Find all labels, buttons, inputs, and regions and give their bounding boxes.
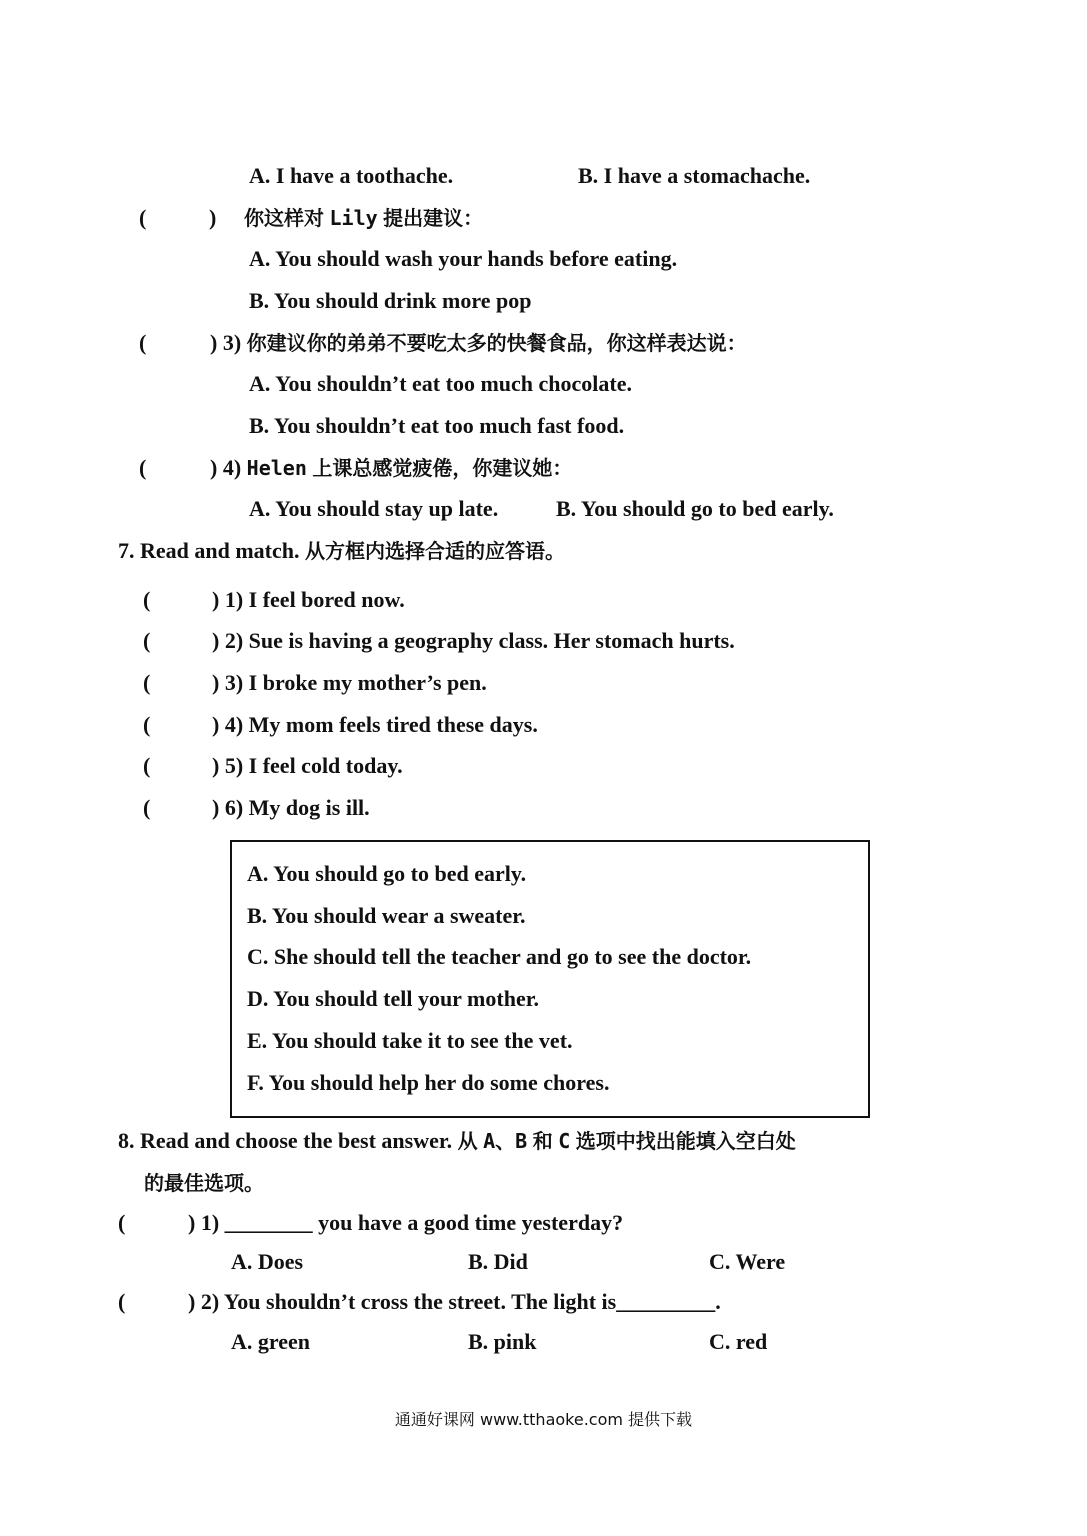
q6-item2-option-a: A. You should wash your hands before eating. <box>249 246 678 271</box>
q7-item-paren: ( <box>143 587 151 612</box>
q7-item: ) 5) I feel cold today. <box>212 753 403 778</box>
q6-item2-option-b: B. You should drink more pop <box>249 288 532 313</box>
q8-heading-cn1: 从 <box>457 1129 478 1153</box>
q6-item4-prompt: 上课总感觉疲倦，你建议她： <box>312 456 573 480</box>
q7-item: ) 3) I broke my mother’s pen. <box>212 670 487 695</box>
answer-box-option: B. You should wear a sweater. <box>247 903 526 928</box>
q7-item-paren: ( <box>143 753 151 778</box>
q8-item-option-b: B. Did <box>468 1249 528 1274</box>
answer-box-option: C. She should tell the teacher and go to see the doctor. <box>247 944 752 969</box>
q8-item-paren: ( <box>118 1210 126 1235</box>
q6-item1-option-a: A. I have a toothache. <box>249 163 454 188</box>
q6-item2-paren-open: ( <box>139 205 147 230</box>
q7-item: ) 1) I feel bored now. <box>212 587 405 612</box>
q7-item: ) 4) My mom feels tired these days. <box>212 712 538 737</box>
answer-box-option: D. You should tell your mother. <box>247 986 539 1011</box>
q6-item2-prompt-b: 提出建议： <box>383 206 484 230</box>
q8-heading-cn2: 和 <box>532 1129 553 1153</box>
answer-box-option: E. You should take it to see the vet. <box>247 1028 573 1053</box>
q7-item-paren: ( <box>143 628 151 653</box>
q8-item-option-a: A. green <box>231 1329 311 1354</box>
q7-item: ) 2) Sue is having a geography class. Her stomach hurts. <box>212 628 735 653</box>
q8-heading <box>118 1127 796 1155</box>
q6-item3-number: ) 3) <box>210 330 242 355</box>
q6-item3-prompt: 你建议你的弟弟不要吃太多的快餐食品，你这样表达说： <box>246 331 747 355</box>
q6-item3-line <box>210 329 747 357</box>
q6-item2-prompt <box>244 204 483 232</box>
q6-item2-prompt-name: Lily <box>329 206 378 230</box>
q8-heading-cn3: 选项中找出能填入空白处 <box>575 1129 796 1153</box>
q8-heading-letters: A、B <box>483 1129 528 1153</box>
q7-heading-cn: 从方框内选择合适的应答语。 <box>305 539 566 563</box>
q7-item-paren: ( <box>143 795 151 820</box>
q6-item3-paren-open: ( <box>139 330 147 355</box>
q8-item-option-c: C. Were <box>709 1249 786 1274</box>
q7-item-paren: ( <box>143 670 151 695</box>
answer-box-option: F. You should help her do some chores. <box>247 1070 610 1095</box>
q6-item3-option-a: A. You shouldn’t eat too much chocolate. <box>249 371 632 396</box>
q7-heading <box>118 537 565 565</box>
q7-item: ) 6) My dog is ill. <box>212 795 370 820</box>
q8-item-option-c: C. red <box>709 1329 768 1354</box>
q6-item4-option-a: A. You should stay up late. <box>249 496 499 521</box>
q8-item-option-a: A. Does <box>231 1249 304 1274</box>
q7-heading-en: 7. Read and match. <box>118 538 300 563</box>
q6-item1-option-b: B. I have a stomachache. <box>578 163 811 188</box>
q6-item4-line <box>210 454 572 482</box>
q8-heading-c: C <box>558 1129 571 1153</box>
q8-item-paren: ( <box>118 1289 126 1314</box>
q7-item-paren: ( <box>143 712 151 737</box>
q8-item-stem: ) 1) ________ you have a good time yesterday? <box>188 1210 624 1235</box>
q6-item4-option-b: B. You should go to bed early. <box>556 496 834 521</box>
q6-item4-paren-open: ( <box>139 455 147 480</box>
footer-watermark: 通通好课网 www.tthaoke.com 提供下载 <box>394 1410 693 1429</box>
answer-box-option: A. You should go to bed early. <box>247 861 527 886</box>
q6-item2-paren-close: ) <box>209 205 217 230</box>
q6-item4-prompt-name: Helen <box>246 456 307 480</box>
q6-item2-prompt-a: 你这样对 <box>244 206 324 230</box>
q8-item-stem: ) 2) You shouldn’t cross the street. The light is_________. <box>188 1289 721 1314</box>
q8-item-option-b: B. pink <box>468 1329 537 1354</box>
q6-item3-option-b: B. You shouldn’t eat too much fast food. <box>249 413 625 438</box>
q8-heading-en: 8. Read and choose the best answer. <box>118 1128 453 1153</box>
q6-item4-number: ) 4) <box>210 455 242 480</box>
q8-heading-line2: 的最佳选项。 <box>144 1171 264 1195</box>
